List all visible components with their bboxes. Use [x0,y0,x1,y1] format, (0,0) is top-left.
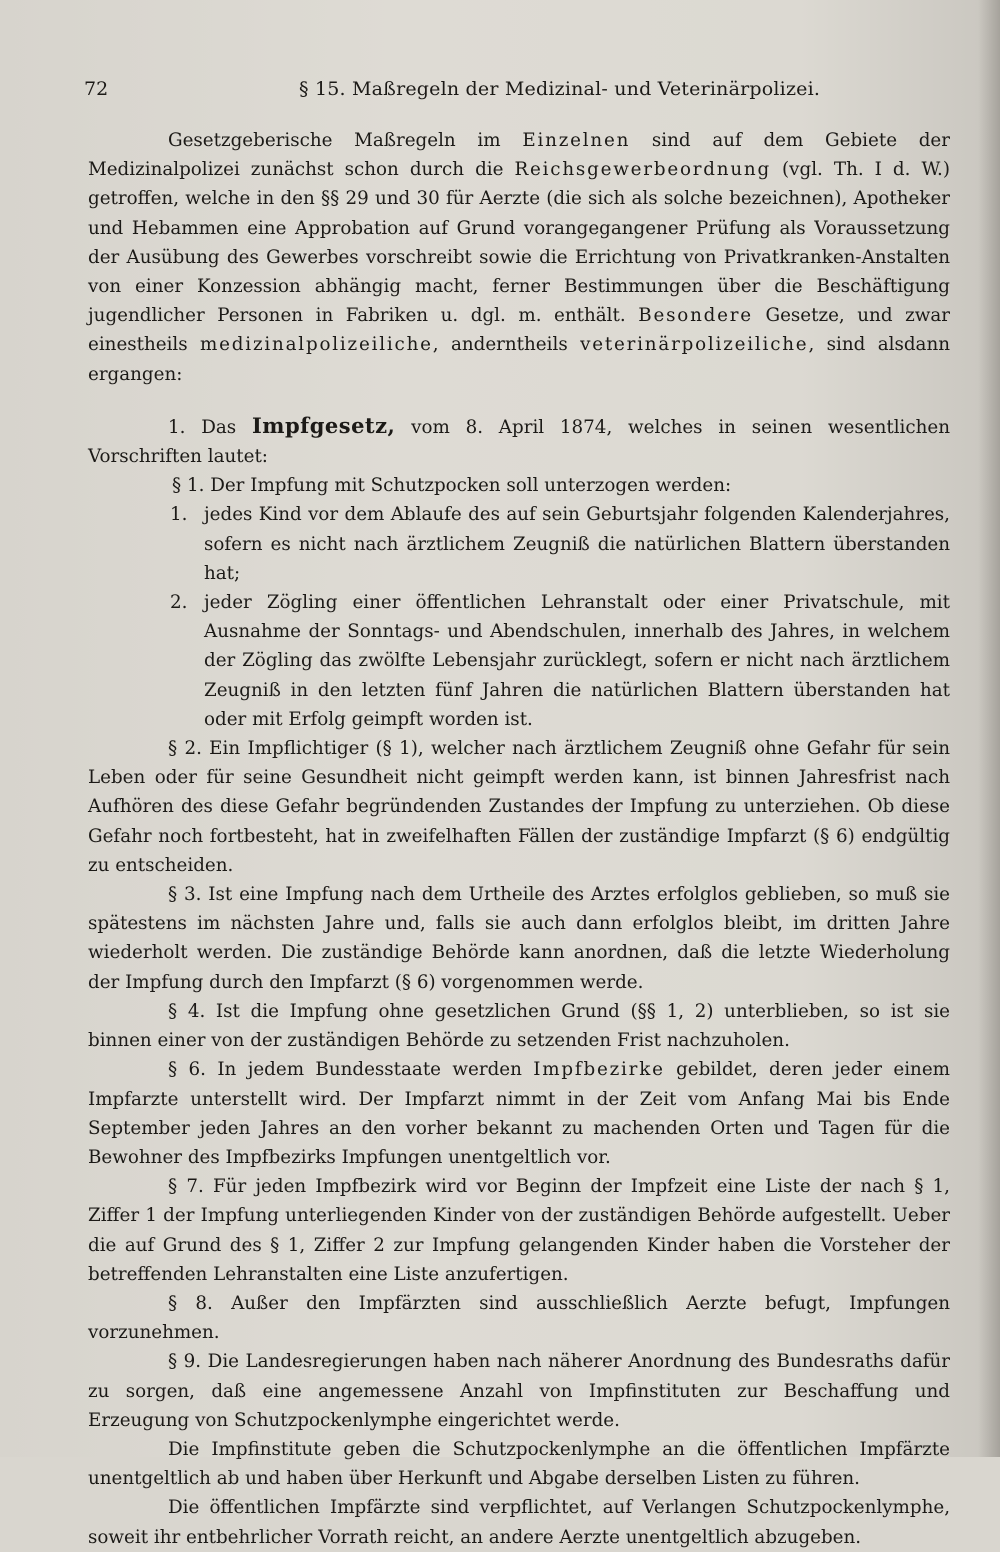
intro-text-2: sind auf dem Gebiete der Medizinalpolizei zunächst schon durch die [88,130,950,181]
intro-text-5: , anderntheils [432,334,581,356]
section-9: § 9. Die Landesregierungen haben nach näherer Anordnung des Bundesraths dafür zu sorgen, daß eine angemessene Anzahl von Impfinstituten zur Beschaffung und Erzeugung von Schutzpockenlymphe eingerichtet werde. [88,1351,950,1431]
intro-emphasis-3: Besondere [638,305,753,327]
item-number: 2. [170,592,188,614]
law-heading [88,411,950,471]
law-prefix: 1. Das [168,416,252,438]
section-1-item-2 [88,588,950,734]
running-head: § 15. Maßregeln der Medizinal- und Veterinärpolizei. [299,78,821,100]
body-text [88,126,950,1552]
section-6-emphasis: Impfbezirke [533,1059,665,1081]
intro-emphasis-2: Reichsgewerbeordnung [514,159,772,181]
section-6-text-2: gebildet, deren jeder einem Impfarzte unterstellt wird. Der Impfarzt nimmt in der Zeit vom Anfang Mai bis Ende September jeden Jahres an den vorher bekannt zu machenden Orten und Tagen für die Bewohner des Impfbezirks Impfungen unentgeltlich vor. [88,1059,950,1168]
paragraph-impfaerzte: Die öffentlichen Impfärzte sind verpflichtet, auf Verlangen Schutzpockenlymphe, soweit ihr entbehrlicher Vorrath reicht, an andere Aerzte unentgeltlich abzugeben. [88,1497,950,1548]
page-edge-shadow [978,0,1000,1457]
section-1: § 1. Der Impfung mit Schutzpocken soll unterzogen werden: [172,475,732,497]
section-6-text-1: § 6. In jedem Bundesstaate werden [168,1059,534,1081]
section-8: § 8. Außer den Impfärzten sind ausschließlich Aerzte befugt, Impfungen vorzunehmen. [88,1292,950,1344]
item-text: jeder Zögling einer öffentlichen Lehranstalt oder einer Privatschule, mit Ausnahme der Sonntags- und Abendschulen, innerhalb des Jahres, in welchem der Zögling das zwölfte Lebensjahr zurücklegt, sofern er nicht nach ärztlichem Zeugniß in den letzten fünf Jahren die natürlichen Blattern überstanden hat oder mit Erfolg geimpft worden ist. [204,592,950,730]
intro-paragraph [88,126,950,389]
section-3: § 3. Ist eine Impfung nach dem Urtheile des Arztes erfolglos geblieben, so muß sie spätestens im nächsten Jahre und, falls sie auch dann erfolglos bleibt, im dritten Jahre wiederholt werden. Die zuständige Behörde kann anordnen, daß die letzte Wiederholung der Impfung durch den Impfarzt (§ 6) vorgenommen werde. [88,884,950,993]
intro-text-3: (vgl. Th. I d. W.) getroffen, welche in den §§ 29 und 30 für Aerzte (die sich als solche bezeichnen), Apotheker und Hebammen eine Approbation auf Grund vorangegangener Prüfung als Voraussetzung der Ausübung des Gewerbes vorschreibt sowie die Errichtung von Privatkranken-Anstalten von einer Konzession abhängig macht, ferner Bestimmungen über die Beschäftigung jugendlicher Personen in Fabriken u. dgl. m. enthält. [88,159,950,327]
intro-text-4: Gesetze, und zwar einestheils [88,305,950,356]
section-6 [88,1055,950,1172]
law-name: Impfgesetz, [251,412,396,438]
page-number: 72 [84,78,109,100]
paragraph-impfinstitute: Die Impfinstitute geben die Schutzpockenlymphe an die öffentlichen Impfärzte unentgeltlich ab und haben über Herkunft und Abgabe derselben Listen zu führen. [88,1438,950,1490]
item-number: 1. [170,504,188,526]
item-text: jedes Kind vor dem Ablaufe des auf sein Geburtsjahr folgenden Kalenderjahres, sofern es nicht nach ärztlichem Zeugniß die natürlichen Blattern überstanden hat; [204,504,950,584]
law-suffix: vom 8. April 1874, welches in seinen wesentlichen Vorschriften lautet: [88,416,950,468]
page-header [84,78,954,108]
intro-emphasis-4: medizinalpolizeiliche [200,334,433,356]
section-4: § 4. Ist die Impfung ohne gesetzlichen Grund (§§ 1, 2) unterblieben, so ist sie binnen einer von der zuständigen Behörde zu setzenden Frist nachzuholen. [88,1000,950,1052]
intro-text-6: , sind alsdann ergangen: [88,334,951,385]
section-7: § 7. Für jeden Impfbezirk wird vor Beginn der Impfzeit eine Liste der nach § 1, Ziffer 1 der Impfung unterliegenden Kinder von der zuständigen Behörde aufgestellt. Ueber die auf Grund des § 1, Ziffer 2 zur Impfung gelangenden Kinder haben die Vorsteher der betreffenden Lehranstalten eine Liste anzufertigen. [88,1176,950,1285]
intro-text-1: Gesetzgeberische Maßregeln im [168,130,523,151]
section-2: § 2. Ein Impflichtiger (§ 1), welcher nach ärztlichem Zeugniß ohne Gefahr für sein Leben oder für seine Gesundheit nicht geimpft werden kann, ist binnen Jahresfrist nach Aufhören des diese Gefahr begründenden Zustandes der Impfung zu unterziehen. Ob diese Gefahr noch fortbesteht, hat in zweifelhaften Fällen der zuständige Impfarzt (§ 6) endgültig zu entscheiden. [88,738,950,876]
intro-emphasis-5: veterinärpolizeiliche [580,334,809,356]
intro-emphasis-1: Einzelnen [522,130,631,151]
section-1-item-1 [88,500,950,588]
